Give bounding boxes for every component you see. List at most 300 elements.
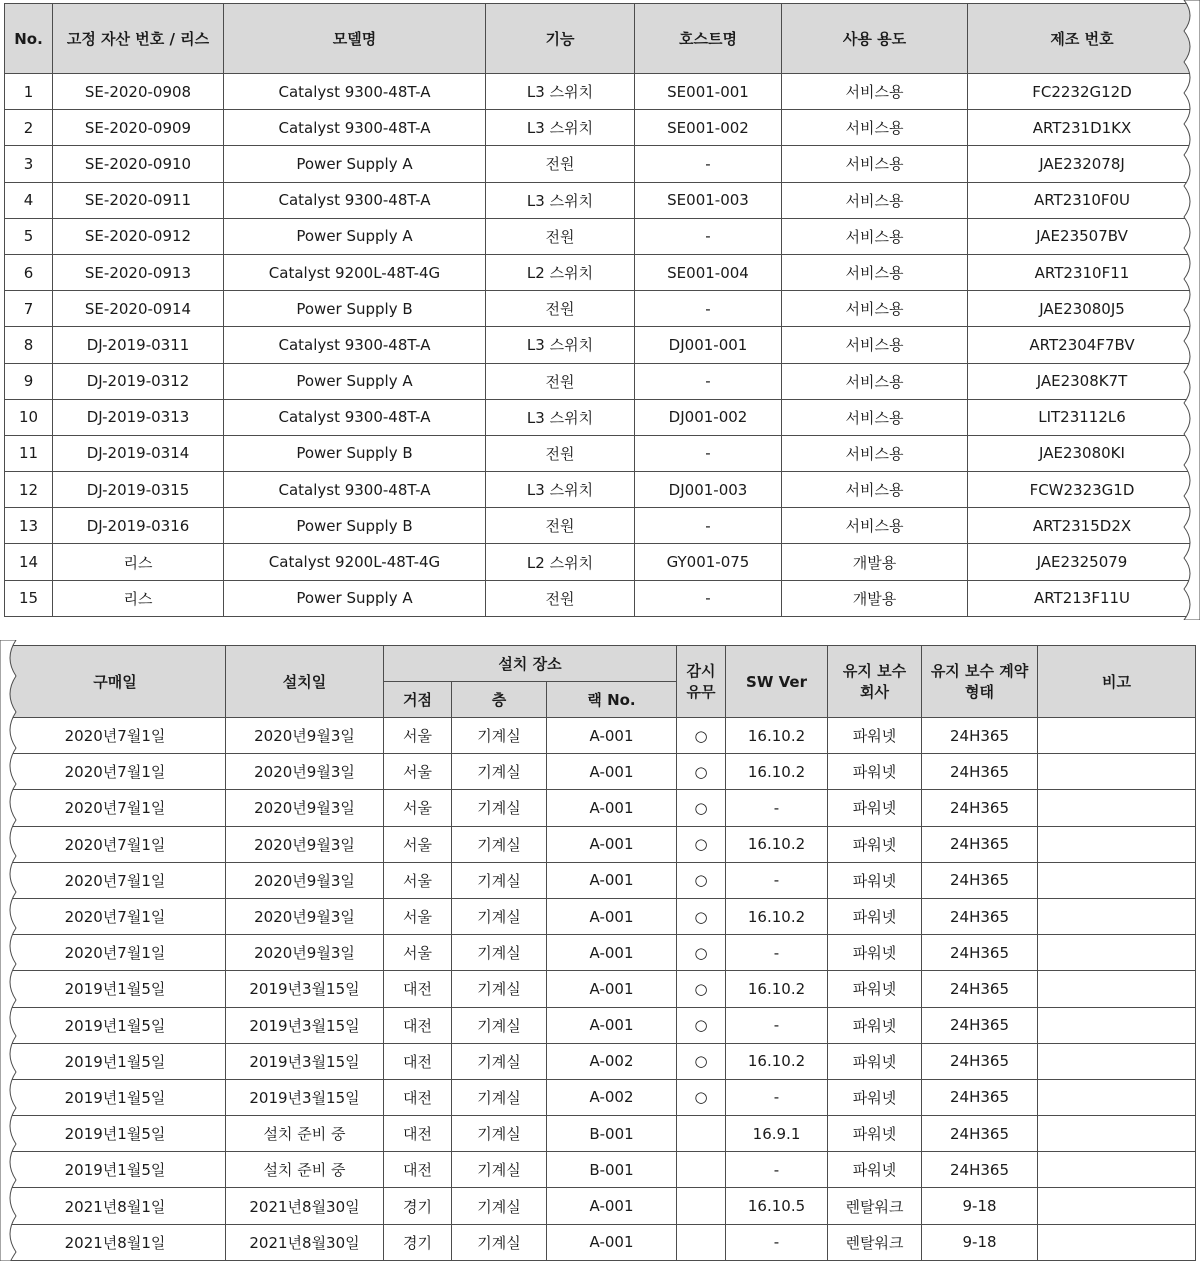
table-cell: B-001 [547,1152,677,1188]
table-cell: 10 [5,399,53,435]
table-cell [1038,862,1196,898]
install-row [5,898,1196,934]
table-cell: 24H365 [922,1043,1038,1079]
table-cell: ○ [677,898,726,934]
table-cell: ○ [677,862,726,898]
table-cell: 5 [5,218,53,254]
table-cell [1038,1188,1196,1224]
table-cell: 설치 준비 중 [226,1116,384,1152]
table-cell [677,1152,726,1188]
header-asset-id: 고정 자산 번호 / 리스 [53,4,224,74]
table-cell: - [635,146,782,182]
table-cell: 24H365 [922,718,1038,754]
table-cell: Power Supply B [224,291,486,327]
table-cell: ○ [677,1079,726,1115]
asset-row [5,182,1197,218]
table-cell: 16.10.2 [726,898,828,934]
table-cell: L3 스위치 [486,110,635,146]
table-cell: 16.10.2 [726,826,828,862]
table-cell: B-001 [547,1116,677,1152]
header-sw-ver: SW Ver [726,646,828,718]
table-cell [1038,754,1196,790]
table-cell: 2020년9월3일 [226,898,384,934]
header-maint-company: 유지 보수 회사 [828,646,922,718]
table-cell: 9-18 [922,1224,1038,1260]
table-cell: 서비스용 [782,254,968,290]
asset-row [5,399,1197,435]
table-cell: 2019년1월5일 [5,1152,226,1188]
table-cell: 기계실 [452,1043,547,1079]
header-hostname: 호스트명 [635,4,782,74]
table-cell: 24H365 [922,826,1038,862]
table-cell: 2020년7월1일 [5,862,226,898]
table-cell: 24H365 [922,862,1038,898]
table-cell: A-001 [547,971,677,1007]
table-cell: 파워넷 [828,898,922,934]
table-cell: 2020년7월1일 [5,898,226,934]
table-cell: ○ [677,718,726,754]
table-cell: JAE23507BV [968,218,1197,254]
table-cell: 2021년8월1일 [5,1224,226,1260]
table-cell: 9 [5,363,53,399]
table-cell: - [635,508,782,544]
table-cell: 2019년1월5일 [5,1116,226,1152]
table-cell: - [726,862,828,898]
table-cell: 2021년8월30일 [226,1188,384,1224]
table-cell: A-001 [547,826,677,862]
table-cell: 전원 [486,435,635,471]
table-cell: 서비스용 [782,327,968,363]
table-cell: 24H365 [922,1152,1038,1188]
table-cell: 파워넷 [828,935,922,971]
table-cell: 2019년1월5일 [5,1007,226,1043]
table-cell: Power Supply B [224,435,486,471]
table-cell: 전원 [486,508,635,544]
table-cell: ART2315D2X [968,508,1197,544]
table-cell: 기계실 [452,1224,547,1260]
install-row [5,935,1196,971]
table-cell: 리스 [53,580,224,616]
table-cell: ○ [677,935,726,971]
table-cell: ○ [677,1043,726,1079]
table-cell: 2019년1월5일 [5,1043,226,1079]
table-cell: 2019년3월15일 [226,1043,384,1079]
table-cell: Catalyst 9300-48T-A [224,110,486,146]
install-row [5,754,1196,790]
table-cell: 서비스용 [782,182,968,218]
table-cell [1038,790,1196,826]
table-cell: - [635,218,782,254]
table-cell: A-001 [547,898,677,934]
table-cell: 기계실 [452,971,547,1007]
asset-row [5,472,1197,508]
table-cell: 파워넷 [828,754,922,790]
header-site: 거점 [384,682,452,718]
asset-row [5,218,1197,254]
table-cell [1038,1079,1196,1115]
header-remarks: 비고 [1038,646,1196,718]
table-cell: ART2310F0U [968,182,1197,218]
table-cell: - [726,1079,828,1115]
table-cell: 서비스용 [782,218,968,254]
table-cell: 2019년3월15일 [226,971,384,1007]
asset-table-header [5,4,1197,74]
table-cell [1038,971,1196,1007]
table-cell: Catalyst 9300-48T-A [224,327,486,363]
table-cell: 15 [5,580,53,616]
table-cell: Catalyst 9300-48T-A [224,182,486,218]
table-cell: 렌탈워크 [828,1224,922,1260]
table-cell: 16.10.2 [726,754,828,790]
table-cell: 대전 [384,1152,452,1188]
table-cell: DJ001-002 [635,399,782,435]
table-cell: 경기 [384,1224,452,1260]
table-cell: 대전 [384,1116,452,1152]
table-cell: 2020년9월3일 [226,935,384,971]
table-cell: 2020년7월1일 [5,718,226,754]
asset-row [5,580,1197,616]
table-cell: 서비스용 [782,110,968,146]
table-cell [677,1224,726,1260]
table-cell: 서비스용 [782,399,968,435]
asset-row [5,146,1197,182]
table-cell: L3 스위치 [486,327,635,363]
table-cell: SE-2020-0913 [53,254,224,290]
table-cell: A-001 [547,754,677,790]
table-cell [1038,1007,1196,1043]
table-cell: 기계실 [452,935,547,971]
table-cell: 7 [5,291,53,327]
table-cell: 파워넷 [828,971,922,1007]
table-cell: L3 스위치 [486,472,635,508]
table-cell: - [726,1152,828,1188]
table-cell: SE-2020-0912 [53,218,224,254]
table-cell: 2021년8월1일 [5,1188,226,1224]
table-cell: 16.10.2 [726,971,828,1007]
table-cell: Catalyst 9200L-48T-4G [224,254,486,290]
table-cell: 개발용 [782,544,968,580]
header-serial: 제조 번호 [968,4,1197,74]
asset-row [5,110,1197,146]
table-cell: Catalyst 9300-48T-A [224,74,486,110]
table-cell: 3 [5,146,53,182]
header-monitoring: 감시 유무 [677,646,726,718]
table-cell: DJ-2019-0315 [53,472,224,508]
table-cell: 2020년7월1일 [5,935,226,971]
table-cell [1038,935,1196,971]
table-cell: 설치 준비 중 [226,1152,384,1188]
table-cell: GY001-075 [635,544,782,580]
table-cell: ART213F11U [968,580,1197,616]
table-cell: 16.10.5 [726,1188,828,1224]
asset-row [5,508,1197,544]
table-cell: 대전 [384,971,452,1007]
header-rack: 랙 No. [547,682,677,718]
table-cell: 2020년9월3일 [226,826,384,862]
table-cell: 파워넷 [828,1007,922,1043]
table-cell: FCW2323G1D [968,472,1197,508]
table-cell: 12 [5,472,53,508]
table-cell: SE-2020-0910 [53,146,224,182]
table-cell: A-001 [547,790,677,826]
install-table [4,645,1196,1261]
table-cell: 파워넷 [828,718,922,754]
table-cell: 서울 [384,718,452,754]
table-cell: 2020년9월3일 [226,862,384,898]
table-cell: DJ-2019-0312 [53,363,224,399]
table-cell: 14 [5,544,53,580]
table-cell: - [726,935,828,971]
table-cell: DJ-2019-0314 [53,435,224,471]
table-cell: ART2304F7BV [968,327,1197,363]
table-cell: 렌탈워크 [828,1188,922,1224]
table-cell: 13 [5,508,53,544]
table-cell: 11 [5,435,53,471]
table-cell: 파워넷 [828,862,922,898]
table-cell: 서비스용 [782,472,968,508]
install-row [5,1188,1196,1224]
table-cell: 전원 [486,363,635,399]
table-cell [1038,1224,1196,1260]
table-cell: 기계실 [452,790,547,826]
table-cell: A-001 [547,862,677,898]
table-cell: 24H365 [922,971,1038,1007]
table-cell: - [726,1224,828,1260]
table-cell: 16.9.1 [726,1116,828,1152]
table-cell: 기계실 [452,1188,547,1224]
table-cell: 서비스용 [782,363,968,399]
table-cell: JAE23080J5 [968,291,1197,327]
table-cell: 2019년1월5일 [5,1079,226,1115]
header-model: 모델명 [224,4,486,74]
table-cell: 서비스용 [782,508,968,544]
table-cell [677,1116,726,1152]
table-cell: SE001-003 [635,182,782,218]
table-cell: 24H365 [922,754,1038,790]
table-cell: A-001 [547,718,677,754]
table-cell: 개발용 [782,580,968,616]
table-cell: A-002 [547,1079,677,1115]
table-cell: 서비스용 [782,435,968,471]
table-cell: ○ [677,1007,726,1043]
table-cell: L3 스위치 [486,74,635,110]
table-cell: DJ001-001 [635,327,782,363]
table-cell: 24H365 [922,790,1038,826]
table-cell: 8 [5,327,53,363]
table-cell: 서울 [384,862,452,898]
table-cell: 기계실 [452,1079,547,1115]
table-cell: DJ001-003 [635,472,782,508]
table-cell: 기계실 [452,718,547,754]
table-cell [1038,1152,1196,1188]
table-cell: L3 스위치 [486,399,635,435]
install-row [5,971,1196,1007]
install-row [5,862,1196,898]
asset-row [5,254,1197,290]
table-cell: Power Supply A [224,218,486,254]
asset-row [5,291,1197,327]
table-cell: 24H365 [922,898,1038,934]
table-cell: 대전 [384,1043,452,1079]
table-cell: 파워넷 [828,790,922,826]
table-cell: 24H365 [922,935,1038,971]
table-cell: Power Supply B [224,508,486,544]
table-cell: 1 [5,74,53,110]
table-cell: Power Supply A [224,146,486,182]
table-cell: 파워넷 [828,1152,922,1188]
table-cell: Catalyst 9200L-48T-4G [224,544,486,580]
table-cell: DJ-2019-0316 [53,508,224,544]
table-cell: 전원 [486,146,635,182]
install-row [5,790,1196,826]
table-cell: L2 스위치 [486,254,635,290]
asset-row [5,544,1197,580]
table-cell: 서울 [384,935,452,971]
table-cell: A-001 [547,1188,677,1224]
table-cell: - [635,580,782,616]
table-cell: 9-18 [922,1188,1038,1224]
table-cell: 서비스용 [782,291,968,327]
table-cell: 2 [5,110,53,146]
table-cell: 2021년8월30일 [226,1224,384,1260]
table-cell: - [635,363,782,399]
asset-row [5,74,1197,110]
table-cell: 기계실 [452,826,547,862]
install-row [5,1116,1196,1152]
table-cell: ART231D1KX [968,110,1197,146]
table-cell: 서울 [384,754,452,790]
table-cell: 파워넷 [828,826,922,862]
table-cell: SE-2020-0914 [53,291,224,327]
table-cell: JAE23080KI [968,435,1197,471]
table-cell: Catalyst 9300-48T-A [224,399,486,435]
table-cell: 2020년7월1일 [5,754,226,790]
table-cell: 파워넷 [828,1079,922,1115]
header-install-date: 설치일 [226,646,384,718]
table-cell: A-002 [547,1043,677,1079]
table-cell: ART2310F11 [968,254,1197,290]
table-cell: 24H365 [922,1007,1038,1043]
table-cell [1038,718,1196,754]
header-function: 기능 [486,4,635,74]
install-row [5,1007,1196,1043]
table-cell: 대전 [384,1007,452,1043]
table-cell: JAE2308K7T [968,363,1197,399]
table-cell [1038,898,1196,934]
install-row [5,1224,1196,1260]
table-cell: 기계실 [452,1007,547,1043]
table-cell: - [635,291,782,327]
install-row [5,1152,1196,1188]
table-cell: 6 [5,254,53,290]
table-cell: 2020년7월1일 [5,790,226,826]
table-cell: 서비스용 [782,146,968,182]
install-row [5,718,1196,754]
table-cell: JAE2325079 [968,544,1197,580]
table-cell: SE001-001 [635,74,782,110]
table-cell: 2020년9월3일 [226,790,384,826]
table-cell: 기계실 [452,1116,547,1152]
table-cell: Power Supply A [224,580,486,616]
table-cell: 대전 [384,1079,452,1115]
table-cell: - [726,790,828,826]
table-cell: SE-2020-0909 [53,110,224,146]
table-cell: L2 스위치 [486,544,635,580]
table-cell: 기계실 [452,862,547,898]
table-cell: - [635,435,782,471]
table-cell: 기계실 [452,1152,547,1188]
table-cell: Power Supply A [224,363,486,399]
table-cell: 서울 [384,898,452,934]
table-cell: 2019년1월5일 [5,971,226,1007]
table-cell: 기계실 [452,754,547,790]
table-cell: JAE232078J [968,146,1197,182]
table-cell: 전원 [486,291,635,327]
table-cell: 경기 [384,1188,452,1224]
table-cell: ○ [677,971,726,1007]
header-location: 설치 장소 [384,646,677,682]
table-cell: 24H365 [922,1079,1038,1115]
asset-row [5,327,1197,363]
table-cell: SE001-002 [635,110,782,146]
install-row [5,826,1196,862]
asset-row [5,435,1197,471]
table-cell: 서울 [384,826,452,862]
install-row [5,1043,1196,1079]
table-cell: 파워넷 [828,1116,922,1152]
table-cell: Catalyst 9300-48T-A [224,472,486,508]
table-cell: 전원 [486,580,635,616]
table-cell: 기계실 [452,898,547,934]
table-cell: 4 [5,182,53,218]
table-cell: 24H365 [922,1116,1038,1152]
table-cell: SE-2020-0908 [53,74,224,110]
table-cell: 파워넷 [828,1043,922,1079]
header-purchase-date: 구매일 [5,646,226,718]
table-cell: 리스 [53,544,224,580]
asset-table [4,3,1197,617]
table-cell: 16.10.2 [726,1043,828,1079]
header-usage: 사용 용도 [782,4,968,74]
table-cell: ○ [677,754,726,790]
table-cell: LIT23112L6 [968,399,1197,435]
table-cell: 서울 [384,790,452,826]
table-cell: L3 스위치 [486,182,635,218]
table-cell: 2020년9월3일 [226,754,384,790]
table-cell: - [726,1007,828,1043]
table-cell: 2019년3월15일 [226,1079,384,1115]
table-cell: A-001 [547,1224,677,1260]
asset-row [5,363,1197,399]
table-cell: ○ [677,826,726,862]
table-cell: A-001 [547,1007,677,1043]
table-cell: FC2232G12D [968,74,1197,110]
header-maint-contract: 유지 보수 계약 형태 [922,646,1038,718]
install-table-header [5,646,1196,682]
header-no: No. [5,4,53,74]
table-cell: DJ-2019-0313 [53,399,224,435]
table-cell: 전원 [486,218,635,254]
header-floor: 층 [452,682,547,718]
table-cell: 서비스용 [782,74,968,110]
table-cell: 2020년9월3일 [226,718,384,754]
install-row [5,1079,1196,1115]
table-cell: SE001-004 [635,254,782,290]
table-cell [677,1188,726,1224]
table-cell: ○ [677,790,726,826]
table-cell: SE-2020-0911 [53,182,224,218]
table-cell [1038,1043,1196,1079]
